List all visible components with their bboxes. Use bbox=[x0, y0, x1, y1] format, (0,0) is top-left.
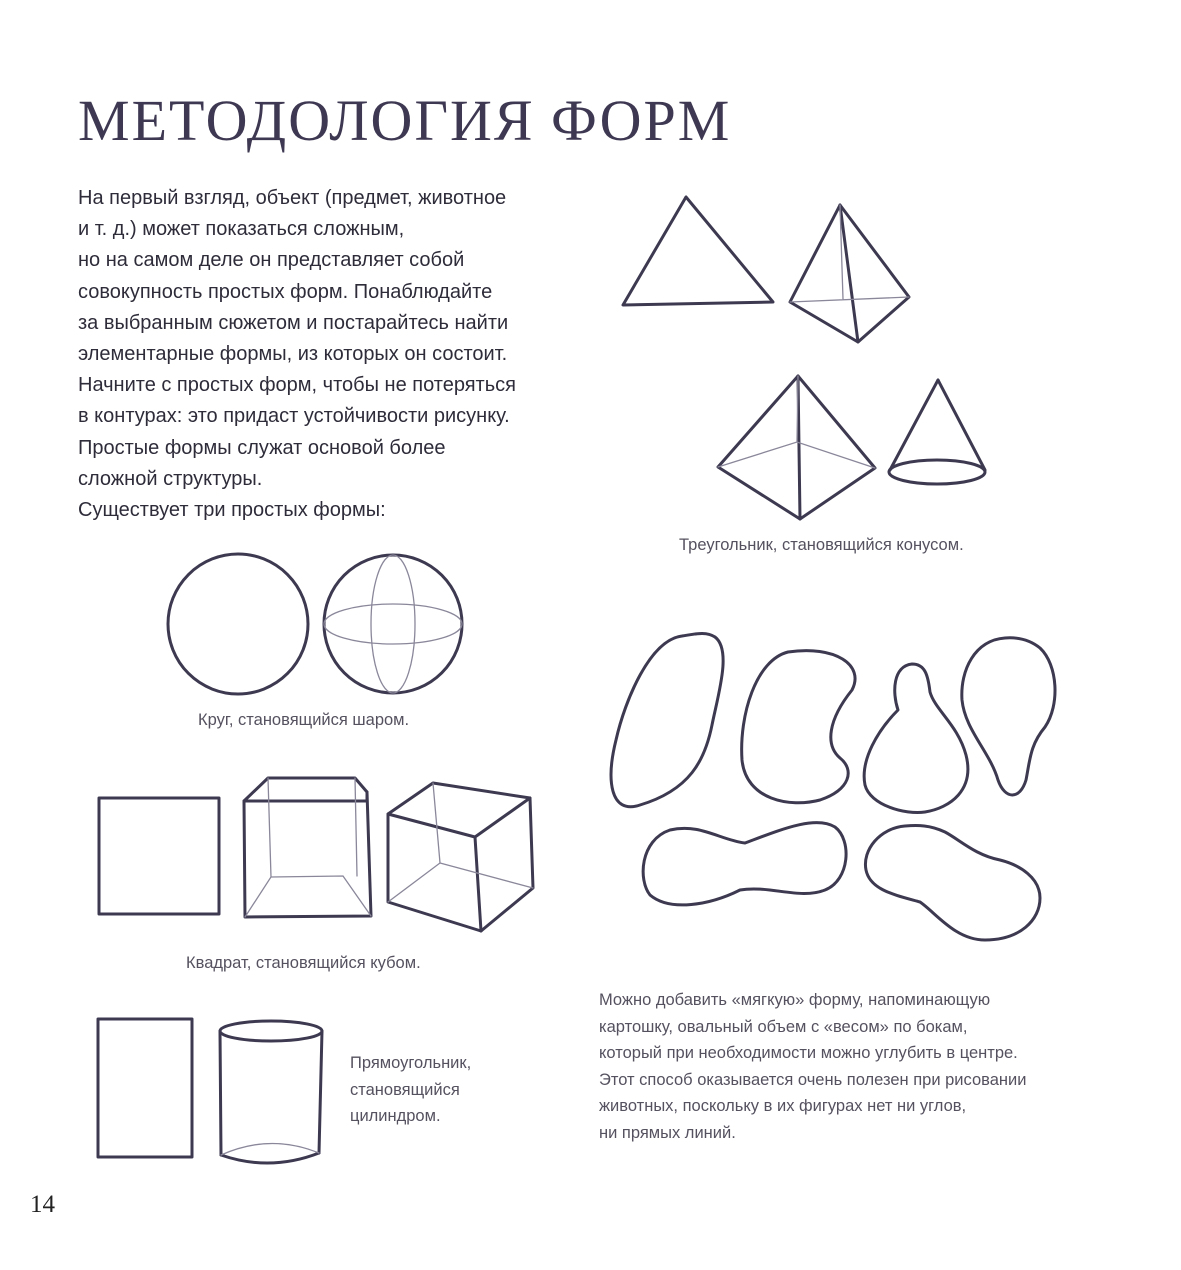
caption-line: картошку, овальный объем с «весом» по бокам, bbox=[599, 1017, 968, 1036]
page-number: 14 bbox=[30, 1191, 55, 1218]
soft-form-peanut bbox=[643, 823, 846, 905]
intro-line: Простые формы служат основой более bbox=[78, 436, 446, 459]
intro-line: и т. д.) может показаться сложным, bbox=[78, 218, 405, 241]
caption-line: Прямоугольник, bbox=[350, 1054, 472, 1072]
intro-line: совокупность простых форм. Понаблюдайте bbox=[78, 280, 493, 303]
soft-form-bean bbox=[611, 633, 723, 806]
caption-line: который при необходимости можно углубить в центре. bbox=[599, 1044, 1018, 1062]
intro-line: сложной структуры. bbox=[78, 467, 263, 490]
soft-form-kidney bbox=[742, 651, 855, 803]
soft-form-caption bbox=[599, 987, 1026, 1146]
soft-form-pear bbox=[864, 664, 968, 813]
circle-drawing bbox=[168, 554, 308, 694]
cube-drawing bbox=[388, 783, 533, 931]
tetrahedron-drawing bbox=[790, 205, 909, 342]
square-drawing bbox=[99, 798, 219, 914]
cube-drawing bbox=[244, 778, 371, 917]
square-caption: Квадрат, становящийся кубом. bbox=[186, 954, 421, 972]
cone-drawing bbox=[889, 380, 985, 484]
soft-form-potato bbox=[865, 826, 1040, 940]
triangle-drawing bbox=[623, 197, 773, 305]
intro-line: за выбранным сюжетом и постарайтесь найти bbox=[78, 311, 509, 334]
caption-line: цилиндром. bbox=[350, 1107, 441, 1125]
rectangle-drawing bbox=[98, 1019, 192, 1157]
cylinder-drawing bbox=[220, 1021, 322, 1163]
triangle-caption: Треугольник, становящийся конусом. bbox=[679, 536, 964, 554]
caption-line: Этот способ оказывается очень полезен при рисовании bbox=[599, 1070, 1027, 1089]
rectangle-caption bbox=[350, 1050, 471, 1130]
intro-line: в контурах: это придаст устойчивости рисунку. bbox=[78, 405, 510, 428]
intro-line: элементарные формы, из которых он состоит. bbox=[78, 343, 508, 366]
page-title: МЕТОДОЛОГИЯ ФОРМ bbox=[78, 88, 732, 153]
soft-form-drawings bbox=[611, 633, 1055, 940]
circle-caption: Круг, становящийся шаром. bbox=[198, 711, 410, 729]
caption-line: становящийся bbox=[350, 1080, 460, 1099]
pyramid-drawing bbox=[718, 376, 875, 519]
intro-line: но на самом деле он представляет собой bbox=[78, 249, 465, 272]
caption-line: животных, поскольку в их фигурах нет ни углов, bbox=[599, 1097, 967, 1115]
caption-line: Можно добавить «мягкую» форму, напоминающую bbox=[599, 991, 991, 1009]
sphere-drawing bbox=[324, 555, 462, 693]
caption-line: ни прямых линий. bbox=[599, 1123, 736, 1142]
intro-line: Начните с простых форм, чтобы не потеряться bbox=[78, 374, 516, 397]
intro-line: Существует три простых формы: bbox=[78, 499, 386, 522]
intro-line: На первый взгляд, объект (предмет, животное bbox=[78, 187, 507, 209]
soft-form-bulb bbox=[962, 638, 1055, 795]
